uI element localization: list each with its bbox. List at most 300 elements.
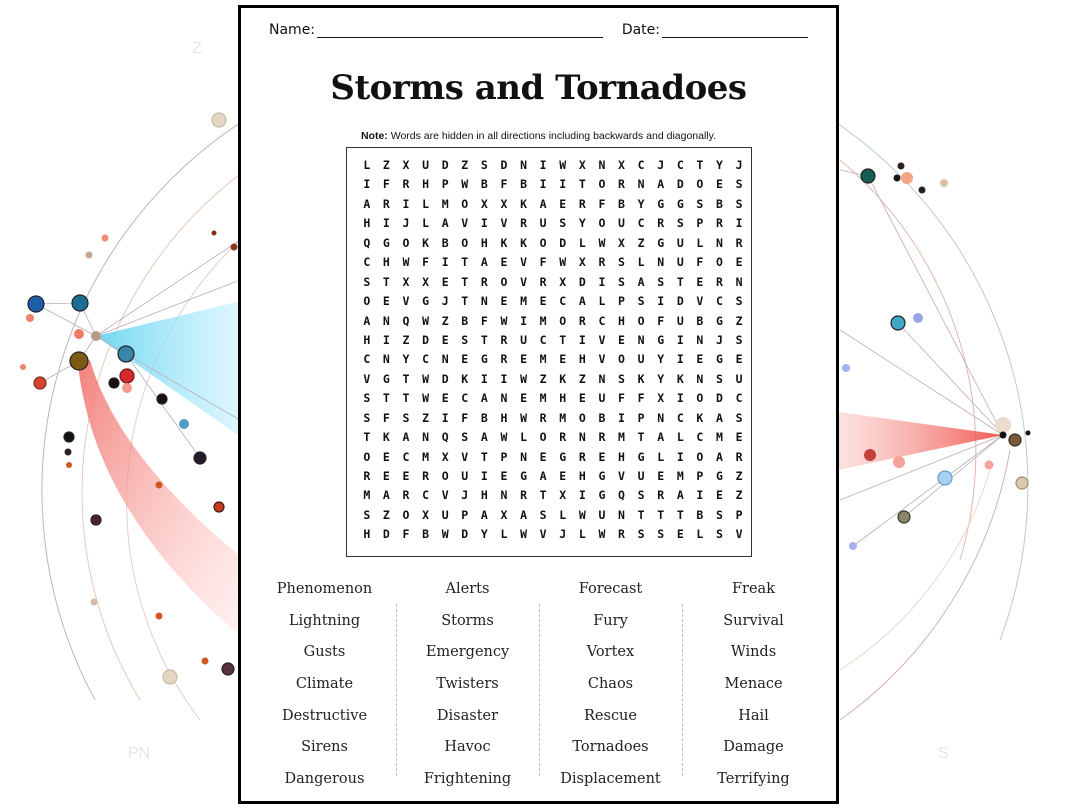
- grid-letter: U: [676, 235, 684, 250]
- grid-letter: S: [716, 527, 723, 542]
- grid-letter: Z: [539, 371, 547, 386]
- grid-letter: I: [735, 216, 743, 231]
- grid-letter: Z: [735, 313, 743, 328]
- grid-letter: T: [696, 158, 704, 172]
- grid-letter: I: [382, 216, 390, 231]
- grid-letter: G: [716, 352, 723, 367]
- grid-letter: X: [618, 235, 625, 250]
- grid-letter: L: [657, 449, 665, 464]
- grid-letter: X: [657, 391, 665, 406]
- grid-letter: R: [578, 313, 586, 328]
- grid-letter: R: [402, 177, 410, 192]
- grid-letter: H: [618, 313, 625, 328]
- grid-letter: X: [422, 507, 430, 522]
- grid-letter: R: [618, 177, 625, 192]
- grid-letter: B: [441, 235, 449, 250]
- grid-letter: M: [716, 430, 723, 445]
- grid-letter: C: [696, 430, 704, 445]
- grid-letter: H: [363, 332, 371, 347]
- grid-letter: L: [598, 294, 606, 309]
- grid-letter: E: [559, 196, 567, 211]
- grid-letter: W: [500, 430, 508, 445]
- word-column-3: [539, 578, 682, 800]
- grid-letter: F: [637, 391, 645, 406]
- grid-letter: E: [657, 469, 665, 483]
- grid-letter: F: [402, 527, 410, 542]
- grid-letter: Y: [402, 352, 410, 367]
- grid-letter: A: [480, 430, 488, 445]
- grid-letter: U: [520, 332, 528, 347]
- grid-letter: T: [676, 507, 684, 522]
- grid-letter: G: [676, 196, 684, 211]
- grid-letter: T: [402, 371, 410, 386]
- grid-letter: N: [441, 352, 449, 367]
- date-field: [622, 22, 808, 38]
- grid-letter: X: [578, 255, 586, 270]
- grid-letter: E: [696, 352, 704, 367]
- grid-letter: E: [520, 391, 528, 406]
- grid-letter: Y: [578, 216, 586, 231]
- grid-letter: S: [618, 274, 625, 289]
- grid-letter: V: [461, 449, 469, 464]
- grid-letter: G: [716, 469, 723, 483]
- header-row: [269, 22, 808, 38]
- grid-letter: A: [637, 274, 645, 289]
- word-list-item: Twisters: [436, 676, 499, 693]
- grid-letter: F: [461, 410, 469, 425]
- grid-letter: I: [441, 410, 449, 425]
- watermark-s: S: [938, 745, 949, 762]
- grid-letter: W: [422, 371, 430, 386]
- grid-letter: E: [559, 469, 567, 483]
- grid-letter: G: [382, 235, 390, 250]
- grid-letter: B: [480, 410, 488, 425]
- grid-letter: C: [559, 294, 567, 309]
- grid-letter: C: [461, 391, 469, 406]
- grid-letter: K: [520, 196, 528, 211]
- grid-letter: S: [735, 177, 743, 192]
- grid-letter: E: [716, 177, 723, 192]
- grid-letter: O: [363, 449, 371, 464]
- word-list-item: Havoc: [444, 739, 491, 756]
- grid-letter: O: [402, 507, 410, 522]
- grid-letter: B: [461, 313, 469, 328]
- grid-letter: N: [696, 371, 704, 386]
- grid-letter: S: [735, 294, 743, 309]
- grid-letter: S: [363, 274, 371, 289]
- grid-letter: M: [441, 196, 449, 211]
- grid-letter: L: [676, 430, 684, 445]
- grid-letter: R: [735, 449, 743, 464]
- grid-letter: A: [539, 469, 547, 483]
- word-list-item: Forecast: [578, 581, 643, 597]
- word-list-item: Destructive: [281, 707, 368, 724]
- grid-letter: K: [461, 371, 469, 386]
- grid-letter: V: [598, 332, 606, 347]
- grid-letter: J: [735, 158, 743, 172]
- word-list-item: Dangerous: [284, 771, 365, 788]
- grid-letter: F: [382, 410, 390, 425]
- grid-letter: U: [441, 507, 449, 522]
- grid-letter: A: [402, 430, 410, 445]
- grid-letter: R: [422, 469, 430, 483]
- grid-letter: N: [735, 274, 743, 289]
- word-list-item: Climate: [295, 676, 354, 693]
- grid-letter: E: [696, 274, 704, 289]
- grid-letter: X: [500, 196, 508, 211]
- grid-letter: I: [539, 177, 547, 192]
- grid-letter: C: [716, 294, 723, 309]
- grid-letter: X: [618, 158, 625, 172]
- grid-letter: I: [618, 410, 625, 425]
- grid-letter: Y: [637, 196, 645, 211]
- grid-letter: T: [559, 332, 567, 347]
- grid-letter: C: [363, 255, 371, 270]
- grid-letter: R: [500, 332, 508, 347]
- grid-letter: D: [559, 235, 567, 250]
- word-list-item: Emergency: [425, 644, 510, 661]
- grid-letter: I: [696, 488, 704, 503]
- grid-letter: T: [461, 274, 469, 289]
- grid-letter: S: [539, 507, 547, 522]
- grid-letter: K: [500, 235, 508, 250]
- grid-letter: W: [578, 507, 586, 522]
- word-list-item: Lightning: [288, 612, 361, 629]
- grid-letter: A: [480, 507, 488, 522]
- grid-letter: F: [618, 391, 625, 406]
- grid-letter: S: [716, 371, 723, 386]
- grid-letter: D: [422, 332, 430, 347]
- grid-letter: E: [735, 255, 743, 270]
- grid-letter: I: [578, 488, 586, 503]
- grid-letter: K: [676, 371, 684, 386]
- grid-letter: M: [559, 410, 567, 425]
- grid-letter: Q: [441, 430, 449, 445]
- grid-letter: R: [578, 196, 586, 211]
- grid-letter: T: [402, 391, 410, 406]
- grid-letter: I: [578, 332, 586, 347]
- letter-grid: [357, 156, 749, 545]
- grid-letter: H: [578, 352, 586, 367]
- grid-letter: I: [520, 313, 528, 328]
- grid-letter: E: [402, 469, 410, 483]
- word-list-item: Gusts: [303, 644, 346, 661]
- grid-letter: H: [559, 391, 567, 406]
- grid-letter: I: [480, 216, 488, 231]
- grid-letter: P: [441, 177, 449, 192]
- grid-letter: O: [618, 352, 625, 367]
- grid-letter: B: [696, 507, 704, 522]
- grid-letter: M: [676, 469, 684, 483]
- grid-letter: F: [422, 255, 430, 270]
- grid-letter: U: [676, 313, 684, 328]
- grid-letter: J: [461, 488, 469, 503]
- grid-letter: X: [422, 274, 430, 289]
- grid-letter: I: [676, 449, 684, 464]
- grid-letter: B: [716, 196, 723, 211]
- grid-letter: O: [461, 196, 469, 211]
- grid-letter: M: [618, 430, 625, 445]
- grid-letter: V: [441, 488, 449, 503]
- grid-letter: T: [480, 332, 488, 347]
- grid-letter: U: [735, 371, 743, 386]
- grid-letter: T: [637, 507, 645, 522]
- grid-letter: W: [520, 410, 528, 425]
- grid-letter: R: [598, 430, 606, 445]
- grid-letter: Z: [578, 371, 586, 386]
- grid-letter: C: [637, 158, 645, 172]
- grid-letter: J: [402, 216, 410, 231]
- grid-letter: L: [500, 527, 508, 542]
- grid-letter: S: [363, 410, 371, 425]
- grid-letter: F: [539, 255, 547, 270]
- grid-letter: Z: [402, 332, 410, 347]
- grid-letter: E: [598, 449, 606, 464]
- grid-letter: Z: [382, 158, 390, 172]
- grid-letter: T: [461, 255, 469, 270]
- grid-letter: O: [696, 391, 704, 406]
- grid-letter: O: [402, 235, 410, 250]
- grid-letter: A: [382, 488, 390, 503]
- grid-letter: P: [461, 507, 469, 522]
- grid-letter: Y: [657, 352, 665, 367]
- grid-letter: B: [696, 313, 704, 328]
- grid-letter: N: [500, 488, 508, 503]
- grid-letter: A: [539, 196, 547, 211]
- grid-letter: T: [539, 488, 547, 503]
- grid-letter: F: [598, 196, 606, 211]
- grid-letter: C: [363, 352, 371, 367]
- grid-letter: S: [559, 216, 567, 231]
- grid-letter: W: [520, 371, 528, 386]
- word-list-item: Phenomenon: [276, 581, 373, 597]
- grid-letter: Q: [618, 488, 625, 503]
- grid-letter: R: [363, 469, 371, 483]
- grid-letter: E: [618, 332, 625, 347]
- grid-letter: R: [539, 274, 547, 289]
- grid-letter: O: [578, 410, 586, 425]
- grid-letter: E: [578, 391, 586, 406]
- grid-letter: T: [382, 391, 390, 406]
- word-list-item: Frightening: [423, 771, 512, 788]
- grid-letter: O: [539, 235, 547, 250]
- grid-letter: E: [539, 294, 547, 309]
- word-list-item: Damage: [723, 739, 784, 756]
- grid-letter: K: [637, 371, 645, 386]
- grid-letter: N: [382, 313, 390, 328]
- grid-letter: A: [657, 430, 665, 445]
- grid-letter: E: [382, 294, 390, 309]
- grid-letter: M: [539, 352, 547, 367]
- grid-letter: Z: [461, 158, 469, 172]
- grid-letter: Z: [422, 410, 430, 425]
- grid-letter: R: [402, 488, 410, 503]
- grid-letter: E: [539, 449, 547, 464]
- grid-letter: V: [363, 371, 371, 386]
- grid-letter: N: [598, 371, 606, 386]
- grid-letter: X: [559, 488, 567, 503]
- grid-letter: G: [598, 488, 606, 503]
- grid-letter: P: [735, 507, 743, 522]
- grid-letter: S: [402, 410, 410, 425]
- grid-letter: P: [500, 449, 508, 464]
- grid-letter: A: [363, 313, 371, 328]
- grid-letter: D: [676, 177, 684, 192]
- grid-letter: H: [422, 177, 430, 192]
- grid-letter: S: [696, 196, 704, 211]
- grid-letter: Z: [441, 313, 449, 328]
- grid-letter: N: [382, 352, 390, 367]
- grid-letter: P: [618, 294, 625, 309]
- grid-letter: C: [637, 216, 645, 231]
- grid-letter: N: [716, 235, 723, 250]
- grid-letter: D: [676, 294, 684, 309]
- grid-letter: K: [422, 235, 430, 250]
- grid-letter: E: [382, 469, 390, 483]
- grid-letter: X: [402, 274, 410, 289]
- grid-letter: O: [539, 430, 547, 445]
- grid-letter: H: [480, 488, 488, 503]
- word-list-item: Displacement: [560, 771, 661, 788]
- grid-letter: P: [696, 216, 704, 231]
- word-list-item: Disaster: [436, 707, 499, 724]
- grid-letter: A: [520, 507, 528, 522]
- grid-letter: W: [500, 313, 508, 328]
- grid-letter: M: [363, 488, 371, 503]
- grid-letter: E: [441, 274, 449, 289]
- grid-letter: H: [578, 469, 586, 483]
- name-blank-line: [317, 23, 603, 38]
- name-label: Name:: [269, 22, 316, 38]
- grid-letter: V: [598, 352, 606, 367]
- word-column-1: [253, 578, 396, 800]
- grid-letter: C: [422, 352, 430, 367]
- grid-letter: M: [422, 449, 430, 464]
- grid-letter: D: [578, 274, 586, 289]
- grid-letter: G: [657, 332, 665, 347]
- grid-letter: Q: [363, 235, 371, 250]
- grid-letter: I: [480, 371, 488, 386]
- date-label: Date:: [621, 22, 660, 38]
- grid-letter: U: [539, 216, 547, 231]
- grid-letter: G: [520, 469, 528, 483]
- grid-letter: S: [480, 158, 488, 172]
- word-column-4: [682, 578, 825, 800]
- grid-letter: G: [559, 449, 567, 464]
- grid-letter: V: [539, 527, 547, 542]
- grid-letter: C: [676, 158, 684, 172]
- grid-letter: H: [382, 255, 390, 270]
- watermark-pn: PN: [128, 745, 151, 762]
- word-list-item: Freak: [731, 581, 775, 597]
- grid-letter: A: [480, 391, 488, 406]
- grid-letter: C: [735, 391, 743, 406]
- grid-letter: O: [363, 294, 371, 309]
- grid-letter: S: [716, 507, 723, 522]
- grid-letter: N: [480, 294, 488, 309]
- grid-letter: O: [441, 469, 449, 483]
- word-search-grid-box: [346, 147, 752, 557]
- grid-letter: I: [559, 177, 567, 192]
- grid-letter: A: [657, 177, 665, 192]
- word-column-2: [396, 578, 539, 800]
- grid-letter: X: [402, 158, 410, 172]
- grid-letter: U: [676, 255, 684, 270]
- grid-letter: B: [480, 177, 488, 192]
- grid-letter: L: [578, 527, 586, 542]
- grid-letter: G: [637, 449, 645, 464]
- grid-letter: V: [402, 294, 410, 309]
- grid-letter: O: [716, 255, 723, 270]
- grid-letter: J: [559, 527, 567, 542]
- grid-letter: S: [618, 255, 625, 270]
- word-list-item: Hail: [738, 707, 769, 724]
- grid-letter: E: [500, 294, 508, 309]
- grid-letter: W: [402, 255, 410, 270]
- grid-letter: U: [637, 469, 645, 483]
- grid-letter: O: [696, 177, 704, 192]
- grid-letter: I: [676, 391, 684, 406]
- grid-letter: H: [480, 235, 488, 250]
- name-field: [269, 22, 603, 38]
- word-list-item: Chaos: [587, 676, 634, 693]
- grid-letter: R: [539, 410, 547, 425]
- grid-letter: L: [578, 235, 586, 250]
- grid-letter: S: [637, 527, 645, 542]
- grid-letter: G: [657, 196, 665, 211]
- grid-letter: I: [500, 371, 508, 386]
- word-list-item: Survival: [723, 612, 784, 629]
- grid-letter: Y: [480, 527, 488, 542]
- grid-letter: N: [500, 391, 508, 406]
- grid-letter: I: [676, 352, 684, 367]
- grid-letter: S: [461, 332, 469, 347]
- word-list-item: Storms: [441, 612, 494, 629]
- grid-letter: E: [716, 488, 723, 503]
- grid-letter: S: [735, 196, 743, 211]
- grid-letter: T: [363, 430, 371, 445]
- grid-letter: W: [441, 527, 449, 542]
- grid-letter: T: [480, 449, 488, 464]
- grid-letter: F: [500, 177, 508, 192]
- grid-letter: E: [559, 352, 567, 367]
- grid-letter: A: [716, 410, 723, 425]
- grid-letter: X: [480, 196, 488, 211]
- word-list-item: Sirens: [301, 739, 348, 756]
- grid-letter: N: [520, 158, 528, 172]
- grid-letter: O: [598, 177, 606, 192]
- grid-letter: V: [461, 216, 469, 231]
- grid-letter: J: [716, 332, 723, 347]
- grid-letter: Q: [402, 313, 410, 328]
- grid-letter: W: [422, 391, 430, 406]
- grid-letter: O: [637, 313, 645, 328]
- grid-letter: D: [716, 391, 723, 406]
- grid-letter: K: [559, 371, 567, 386]
- grid-letter: F: [696, 255, 704, 270]
- grid-letter: F: [657, 313, 665, 328]
- grid-letter: V: [500, 216, 508, 231]
- grid-letter: M: [539, 313, 547, 328]
- grid-letter: F: [480, 313, 488, 328]
- grid-letter: U: [422, 158, 430, 172]
- grid-letter: I: [402, 196, 410, 211]
- grid-letter: R: [520, 488, 528, 503]
- grid-letter: L: [559, 507, 567, 522]
- grid-letter: Y: [716, 158, 723, 172]
- grid-letter: N: [637, 177, 645, 192]
- grid-letter: U: [637, 352, 645, 367]
